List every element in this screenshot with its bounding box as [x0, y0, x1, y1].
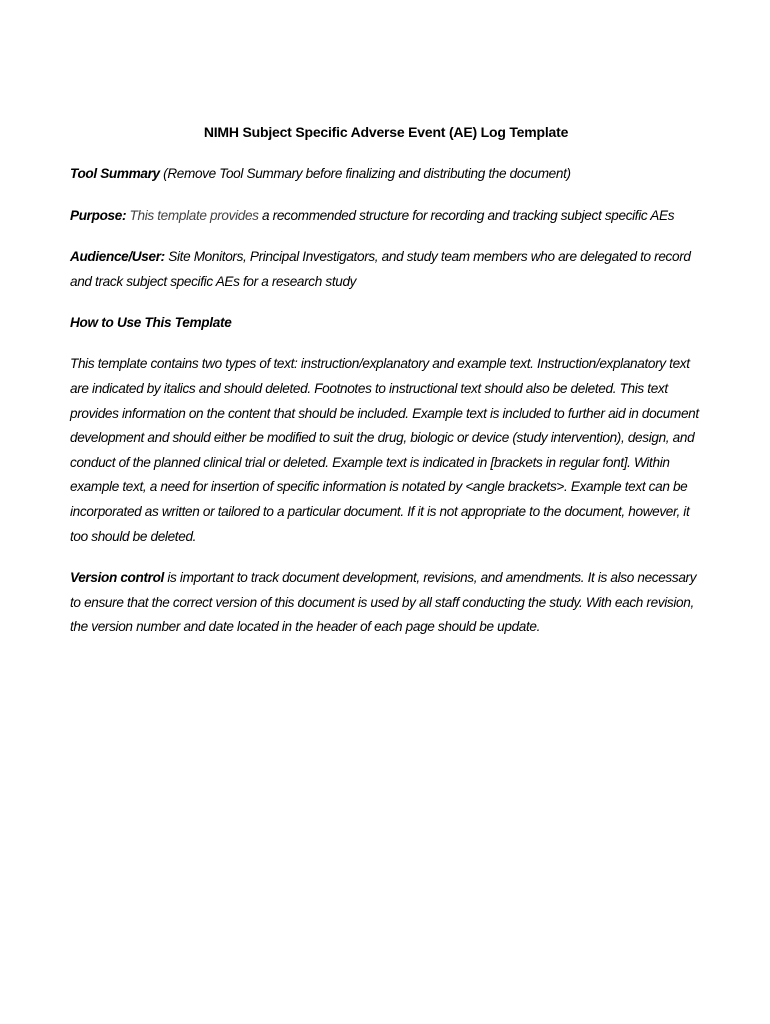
how-to-heading: How to Use This Template — [70, 315, 232, 331]
purpose-text: a recommended structure for recording and tracking subject specific AEs — [258, 207, 675, 223]
version-control-paragraph — [70, 566, 702, 640]
purpose-gray-text: This template provides — [126, 207, 259, 223]
tool-summary-paragraph — [70, 162, 702, 187]
version-control-label: Version control — [70, 570, 164, 586]
audience-paragraph — [70, 245, 702, 294]
document-content — [70, 122, 702, 657]
tool-summary-label: Tool Summary — [70, 166, 160, 181]
audience-text: Site Monitors, Principal Investigators, and study team members who are delegated to record and track subject specific AEs for a research study — [70, 249, 691, 289]
how-to-text: This template contains two types of text: instruction/explanatory and example text. Instruction/explanatory text are indicated by italics and should deleted. Footnotes to instructional text should also be deleted. This text provides information on the content that should be included. Example text is included to further aid in document development and should either be modified to suit the drug, biologic or device (study intervention), design, and conduct of the planned clinical trial or deleted. Example text is indicated in [brackets in regular font]. Within example text, a need for insertion of specific information is notated by <angle brackets>. Example text can be incorporated as written or tailored to a particular document. If it is not appropriate to the document, however, it too should be deleted. — [70, 356, 699, 544]
purpose-paragraph — [70, 204, 702, 229]
document-title: NIMH Subject Specific Adverse Event (AE) Log Template — [203, 124, 569, 140]
audience-label: Audience/User: — [70, 249, 165, 265]
purpose-label: Purpose: — [70, 207, 127, 223]
how-to-paragraph — [70, 352, 702, 549]
tool-summary-text: (Remove Tool Summary before finalizing and distributing the document) — [159, 166, 571, 181]
version-control-text: is important to track document development, revisions, and amendments. It is also necessary to ensure that the correct version of this document is used by all staff conducting the study. With each revision, the version number and date located in the header of each page should be update. — [70, 570, 697, 635]
